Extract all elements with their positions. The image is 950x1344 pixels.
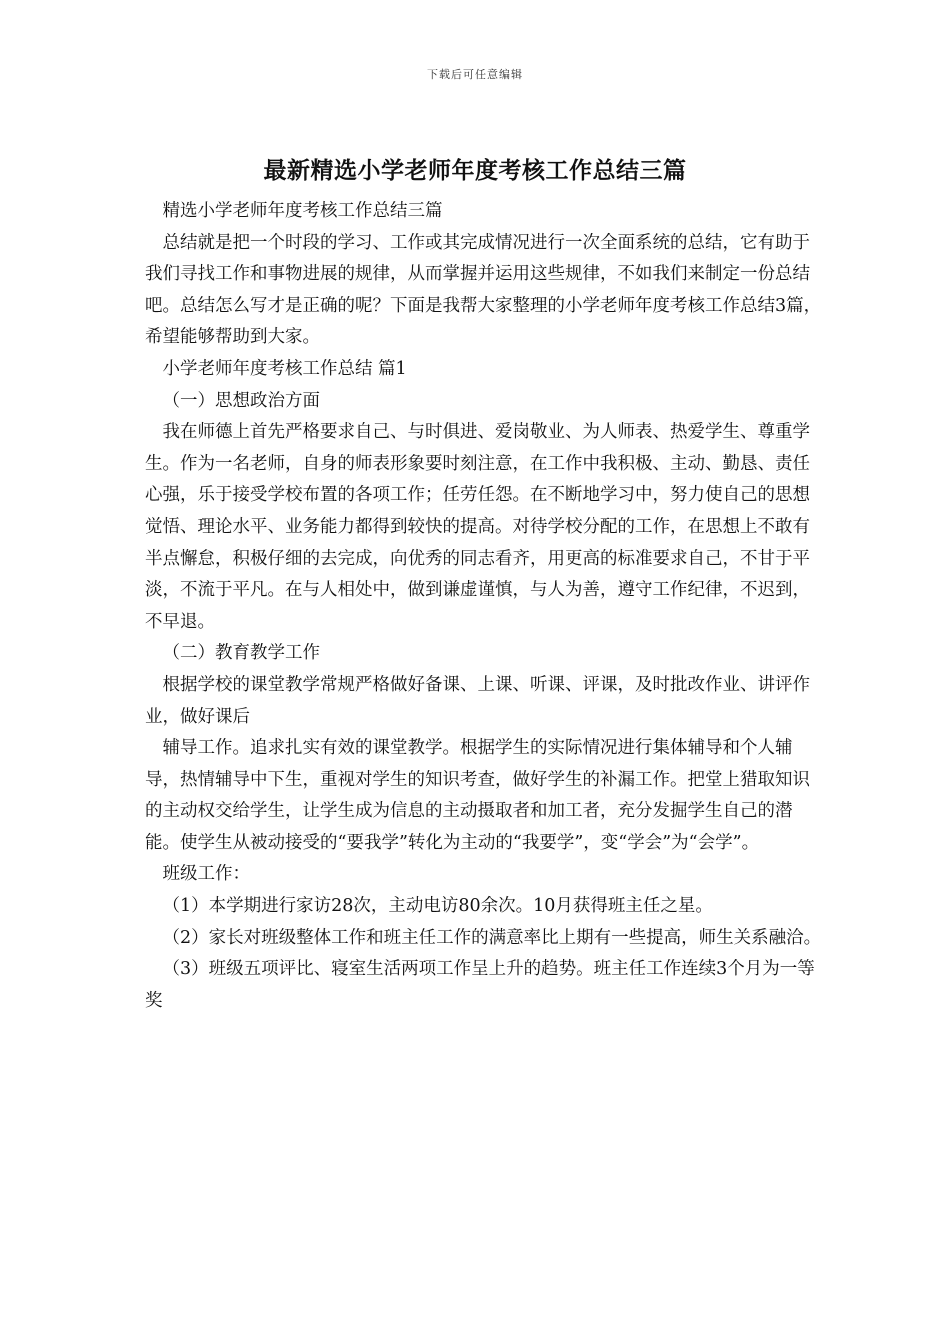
- class-work-item-3: （3）班级五项评比、寝室生活两项工作呈上升的趋势。班主任工作连续3个月为一等奖: [145, 959, 815, 1011]
- header-note: 下载后可任意编辑: [427, 68, 523, 81]
- subsection-heading-politics: （一）思想政治方面: [162, 390, 320, 411]
- teaching-paragraph-1: 根据学校的课堂教学常规严格做好备课、上课、听课、评课，及时批改作业、讲评作业，做好课后: [145, 674, 810, 727]
- subsection-heading-teaching: （二）教育教学工作: [162, 643, 320, 664]
- document-title: 最新精选小学老师年度考核工作总结三篇: [263, 158, 687, 184]
- class-work-item-2: （2）家长对班级整体工作和班主任工作的满意率比上期有一些提高，师生关系融洽。: [162, 927, 822, 948]
- class-work-heading: 班级工作：: [162, 864, 250, 885]
- subtitle-paragraph: 精选小学老师年度考核工作总结三篇: [162, 201, 443, 221]
- teaching-paragraph-2: 辅导工作。追求扎实有效的课堂教学。根据学生的实际情况进行集体辅导和个人辅导，热情辅导中下生，重视对学生的知识考查，做好学生的补漏工作。把堂上猎取知识的主动权交给学生，让学生成为信息的主动摄取者和加工者，充分发掘学生自己的潜能。使学生从被动接受的“要我学”转化为主动的“我要学”，变“学会”为“会学”。: [145, 738, 810, 853]
- section-heading-1: 小学老师年度考核工作总结 篇1: [162, 358, 407, 379]
- document-body: [145, 196, 825, 1017]
- intro-paragraph: 总结就是把一个时段的学习、工作或其完成情况进行一次全面系统的总结，它有助于我们寻找工作和事物进展的规律，从而掌握并运用这些规律，不如我们来制定一份总结吧。总结怎么写才是正确的呢？下面是我帮大家整理的小学老师年度考核工作总结3篇，希望能够帮助到大家。: [145, 232, 822, 348]
- politics-paragraph: 我在师德上首先严格要求自己、与时俱进、爱岗敬业、为人师表、热爱学生、尊重学生。作为一名老师，自身的师表形象要时刻注意，在工作中我积极、主动、勤恳、责任心强，乐于接受学校布置的各项工作；任劳任怨。在不断地学习中，努力使自己的思想觉悟、理论水平、业务能力都得到较快的提高。对待学校分配的工作，在思想上不敢有半点懈怠，积极仔细的去完成，向优秀的同志看齐，用更高的标准要求自己，不甘于平淡，不流于平凡。在与人相处中，做到谦虚谨慎，与人为善，遵守工作纪律，不迟到，不早退。: [145, 422, 810, 632]
- class-work-item-1: （1）本学期进行家访28次，主动电访80余次。10月获得班主任之星。: [162, 896, 713, 917]
